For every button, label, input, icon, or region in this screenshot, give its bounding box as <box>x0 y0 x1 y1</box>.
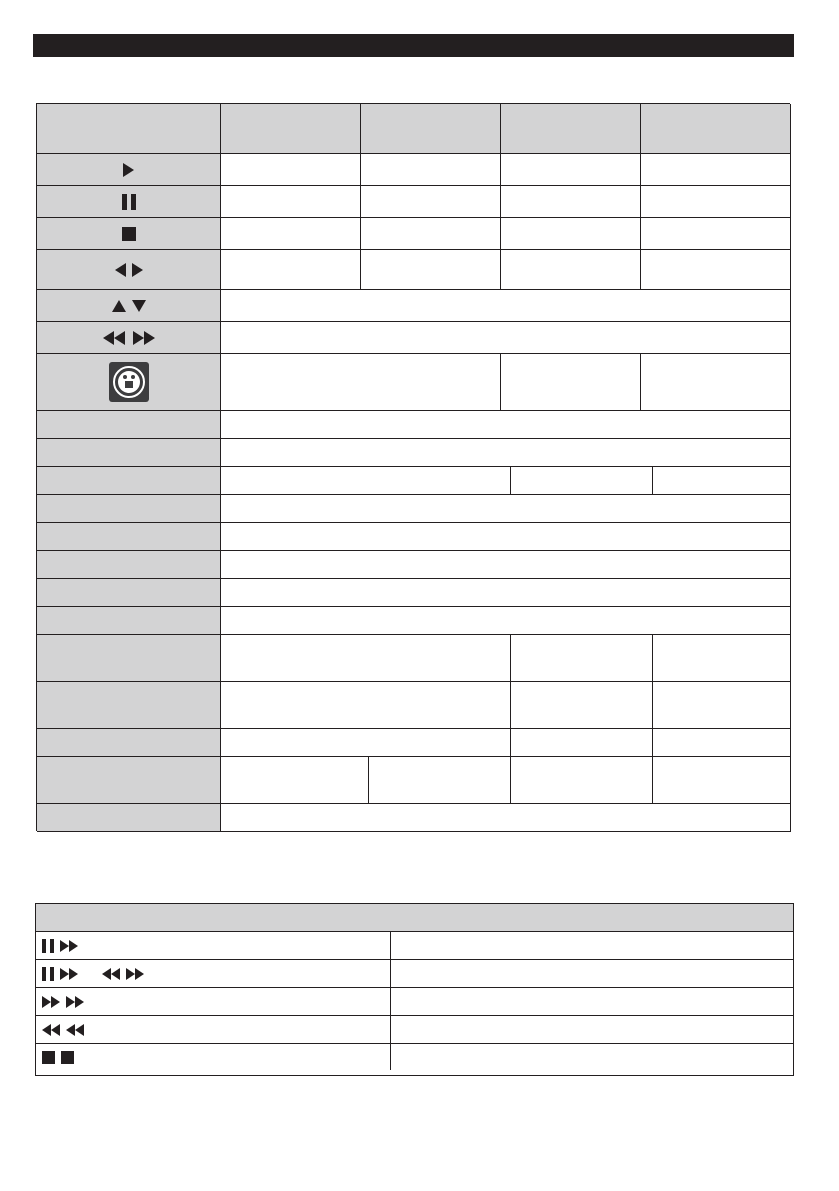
fast-forward-icon <box>133 331 155 345</box>
table-cell-wide <box>221 439 791 467</box>
table-cell <box>361 186 501 218</box>
key-cell <box>37 495 221 523</box>
media-browser-button-icon <box>109 362 149 402</box>
key-cell <box>37 439 221 467</box>
fast-forward-icon <box>66 996 84 1008</box>
fast-forward-icon <box>60 940 78 952</box>
trick-play-table-header <box>36 904 793 932</box>
table-cell <box>221 186 361 218</box>
key-cell <box>37 804 221 832</box>
play-icon <box>123 163 134 177</box>
table-cell <box>361 154 501 186</box>
header-cell-col1 <box>221 104 361 154</box>
section-header-bar <box>33 34 794 57</box>
table-cell <box>501 250 641 290</box>
table-cell <box>391 1044 793 1070</box>
header-cell-col4 <box>641 104 791 154</box>
rewind-icon <box>103 331 125 345</box>
table-cell-wide <box>221 551 791 579</box>
media-controls-table <box>36 103 790 831</box>
key-cell <box>37 579 221 607</box>
pause-icon <box>122 194 136 210</box>
table-row <box>36 988 793 1016</box>
key-cell-stop <box>37 218 221 250</box>
table-cell-split <box>221 467 791 495</box>
stop-icon <box>61 1051 74 1064</box>
key-cell <box>37 682 221 729</box>
pause-icon <box>42 967 54 981</box>
header-cell-key <box>37 104 221 154</box>
key-cell <box>37 411 221 439</box>
key-cell-left-right <box>37 250 221 290</box>
key-cell <box>37 757 221 804</box>
header-cell-col2 <box>361 104 501 154</box>
table-cell-split <box>221 729 791 757</box>
table-cell <box>391 1016 793 1043</box>
fast-forward-icon <box>42 996 60 1008</box>
table-cell-wide <box>221 290 791 322</box>
table-cell <box>391 988 793 1015</box>
table-cell-wide <box>221 579 791 607</box>
rewind-icon <box>42 1024 60 1036</box>
table-cell-wide <box>221 354 501 411</box>
table-cell <box>361 250 501 290</box>
table-row <box>36 1044 793 1070</box>
table-cell <box>391 932 793 959</box>
pause-icon <box>42 939 54 953</box>
header-cell-col3 <box>501 104 641 154</box>
table-cell <box>501 186 641 218</box>
key-cell <box>37 551 221 579</box>
table-row <box>36 960 793 988</box>
table-cell-split <box>221 757 791 804</box>
stop-icon <box>42 1051 55 1064</box>
table-cell <box>501 154 641 186</box>
up-arrow-icon <box>112 300 126 312</box>
table-cell-wide <box>221 322 791 354</box>
table-cell <box>221 250 361 290</box>
fast-forward-icon <box>126 968 144 980</box>
table-cell <box>391 960 793 987</box>
table-cell <box>641 218 791 250</box>
rewind-icon <box>66 1024 84 1036</box>
table-cell <box>501 218 641 250</box>
trick-play-table <box>35 903 794 1076</box>
table-cell <box>641 154 791 186</box>
table-cell-wide <box>221 804 791 832</box>
table-cell <box>641 250 791 290</box>
table-cell-wide <box>221 523 791 551</box>
table-cell-split <box>221 682 791 729</box>
table-cell <box>221 154 361 186</box>
table-row <box>36 1016 793 1044</box>
right-arrow-icon <box>132 263 143 277</box>
key-cell <box>37 635 221 682</box>
down-arrow-icon <box>132 300 146 312</box>
table-cell-split <box>221 635 791 682</box>
stop-icon <box>122 227 136 241</box>
key-cell-media <box>37 354 221 411</box>
table-cell <box>361 218 501 250</box>
key-cell <box>37 607 221 635</box>
key-cell-up-down <box>37 290 221 322</box>
left-arrow-icon <box>115 263 126 277</box>
key-cell <box>37 467 221 495</box>
table-cell-wide <box>221 607 791 635</box>
key-cell-play <box>37 154 221 186</box>
key-cell <box>37 729 221 757</box>
table-cell-wide <box>221 495 791 523</box>
table-row <box>36 932 793 960</box>
table-cell <box>501 354 641 411</box>
table-cell <box>221 218 361 250</box>
table-cell-wide <box>221 411 791 439</box>
key-cell <box>37 523 221 551</box>
fast-forward-icon <box>60 968 78 980</box>
table-cell <box>641 354 791 411</box>
key-cell-rewind-ff <box>37 322 221 354</box>
rewind-icon <box>102 968 120 980</box>
key-cell-pause <box>37 186 221 218</box>
table-cell <box>641 186 791 218</box>
